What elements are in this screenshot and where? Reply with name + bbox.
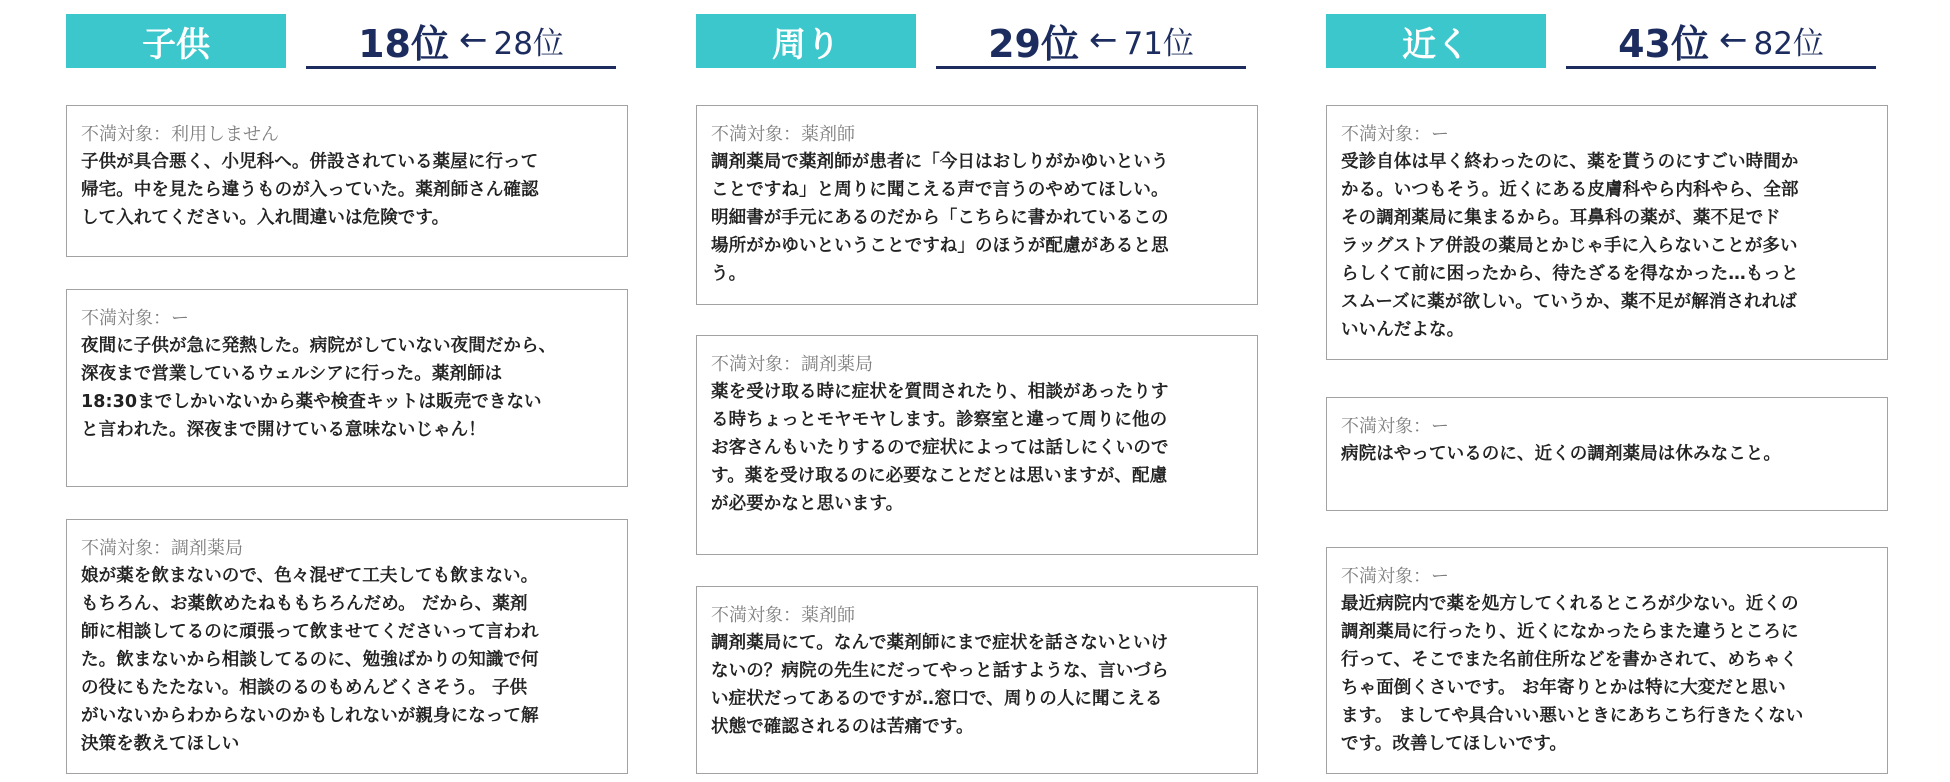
complaint-card	[696, 335, 1258, 555]
previous-rank: 71位	[1123, 25, 1194, 62]
text-line: 調剤薬局で薬剤師が患者に「今日はおしりがかゆいという	[711, 152, 1169, 172]
text-line: 決策を教えてほしい	[81, 734, 240, 754]
text-line: かる。いつもそう。近くにある皮膚科やら内科やら、全部	[1341, 180, 1799, 200]
text-line: がいないからわからないのかもしれないが親身になって解	[81, 706, 539, 726]
complaint-text	[711, 378, 1243, 518]
left-arrow-icon: ←	[1088, 20, 1118, 60]
text-line: す。薬を受け取るのに必要なことだとは思いますが、配慮	[711, 466, 1168, 486]
complaint-text	[1341, 440, 1873, 468]
text-line: 明細書が手元にあるのだから「こちらに書かれているこの	[711, 208, 1169, 228]
text-line: の役にもたたない。相談のるのもめんどくさそう。 子供	[81, 678, 528, 698]
text-line: と言われた。深夜まで開けている意味ないじゃん！	[81, 420, 486, 440]
text-line: ないの？病院の先生にだってやっと話すような、言いづら	[711, 661, 1169, 681]
complaint-card	[696, 105, 1258, 305]
current-rank: 43位	[1618, 21, 1709, 66]
text-line: ます。 ましてや具合いい悪いときにあちこち行きたくない	[1341, 706, 1804, 726]
text-line: 状態で確認されるのは苦痛です。	[711, 717, 974, 737]
rank-display	[1566, 14, 1876, 69]
text-line: ちゃ面倒くさいです。 お年寄りとかは特に大変だと思い	[1341, 678, 1786, 698]
complaint-target-label: 不満対象：ー	[81, 308, 189, 329]
complaint-text	[711, 148, 1243, 288]
text-line: もちろん、お薬飲めたねももちろんだめ。 だから、薬剤	[81, 594, 528, 614]
complaint-text	[711, 629, 1243, 741]
text-line: 深夜まで営業しているウェルシアに行った。薬剤師は	[81, 364, 503, 384]
column-kodomo	[66, 0, 666, 782]
text-line: らしくて前に困ったから、待たざるを得なかった…もっと	[1341, 264, 1799, 284]
text-line: その調剤薬局に集まるから。耳鼻科の薬が、薬不足でド	[1341, 208, 1781, 228]
text-line: う。	[711, 264, 747, 284]
text-line: 調剤薬局に行ったり、近くになかったらまた違うところに	[1341, 622, 1799, 642]
text-line: 場所がかゆいということですね」のほうが配慮があると思	[711, 236, 1169, 256]
text-line: ラッグストア併設の薬局とかじゃ手に入らないことが多い	[1341, 236, 1798, 256]
keyword-tag: 周り	[696, 14, 916, 68]
complaint-card	[66, 519, 628, 774]
previous-rank: 82位	[1753, 25, 1824, 62]
text-line: 夜間に子供が急に発熱した。病院がしていない夜間だから、	[81, 336, 557, 356]
complaint-card	[66, 289, 628, 487]
complaint-card	[1326, 397, 1888, 511]
complaint-target-label: 不満対象：調剤薬局	[711, 354, 873, 375]
text-line: が必要かなと思います。	[711, 494, 904, 514]
text-line: 調剤薬局にて。なんで薬剤師にまで症状を話さないといけ	[711, 633, 1169, 653]
current-rank: 29位	[988, 21, 1079, 66]
previous-rank: 28位	[493, 25, 564, 62]
complaint-text	[1341, 148, 1873, 344]
text-line: 受診自体は早く終わったのに、薬を貰うのにすごい時間か	[1341, 152, 1799, 172]
complaint-card	[696, 586, 1258, 774]
column-header	[696, 14, 1296, 70]
complaint-target-label: 不満対象：利用しません	[81, 124, 279, 145]
column-chikaku	[1326, 0, 1926, 782]
text-line: 子供が具合悪く、小児科へ。併設されている薬屋に行って	[81, 152, 539, 172]
complaint-text	[1341, 590, 1873, 758]
complaint-card	[1326, 105, 1888, 360]
complaint-text	[81, 332, 613, 444]
complaint-target-label: 不満対象：ー	[1341, 124, 1449, 145]
column-mawari	[696, 0, 1296, 782]
text-line: い症状だってあるのですが‥窓口で、周りの人に聞こえる	[711, 689, 1163, 709]
rank-display	[936, 14, 1246, 69]
current-rank: 18位	[358, 21, 449, 66]
text-line: 師に相談してるのに頑張って飲ませてくださいって言われ	[81, 622, 539, 642]
complaint-card	[66, 105, 628, 257]
text-line: いいんだよな。	[1341, 320, 1465, 340]
text-line: 行って、そこでまた名前住所などを書かされて、めちゃく	[1341, 650, 1798, 670]
text-line: スムーズに薬が欲しい。ていうか、薬不足が解消されれば	[1341, 292, 1797, 312]
complaint-card	[1326, 547, 1888, 774]
left-arrow-icon: ←	[1718, 20, 1748, 60]
text-line: お客さんもいたりするので症状によっては話しにくいので	[711, 438, 1169, 458]
text-line: 18:30までしかいないから薬や検査キットは販売できない	[81, 392, 542, 412]
complaint-text	[81, 562, 613, 758]
complaint-target-label: 不満対象：ー	[1341, 566, 1449, 587]
text-line: る時ちょっとモヤモヤします。診察室と違って周りに他の	[711, 410, 1168, 430]
complaint-target-label: 不満対象：薬剤師	[711, 124, 855, 145]
text-line: た。飲まないから相談してるのに、勉強ばかりの知識で何	[81, 650, 539, 670]
keyword-tag: 近く	[1326, 14, 1546, 68]
left-arrow-icon: ←	[458, 20, 488, 60]
rank-display	[306, 14, 616, 69]
complaint-target-label: 不満対象：ー	[1341, 416, 1449, 437]
keyword-tag: 子供	[66, 14, 286, 68]
text-line: して入れてください。入れ間違いは危険です。	[81, 208, 450, 228]
column-header	[1326, 14, 1926, 70]
text-line: 帰宅。中を見たら違うものが入っていた。薬剤師さん確認	[81, 180, 539, 200]
text-line: ことですね」と周りに聞こえる声で言うのやめてほしい。	[711, 180, 1169, 200]
complaint-target-label: 不満対象：薬剤師	[711, 605, 855, 626]
complaint-target-label: 不満対象：調剤薬局	[81, 538, 243, 559]
text-line: です。改善してほしいです。	[1341, 734, 1567, 754]
text-line: 最近病院内で薬を処方してくれるところが少ない。近くの	[1341, 594, 1799, 614]
text-line: 薬を受け取る時に症状を質問されたり、相談があったりす	[711, 382, 1169, 402]
text-line: 病院はやっているのに、近くの調剤薬局は休みなこと。	[1341, 444, 1781, 464]
column-header	[66, 14, 666, 70]
text-line: 娘が薬を飲まないので、色々混ぜて工夫しても飲まない。	[81, 566, 539, 586]
complaint-text	[81, 148, 613, 232]
